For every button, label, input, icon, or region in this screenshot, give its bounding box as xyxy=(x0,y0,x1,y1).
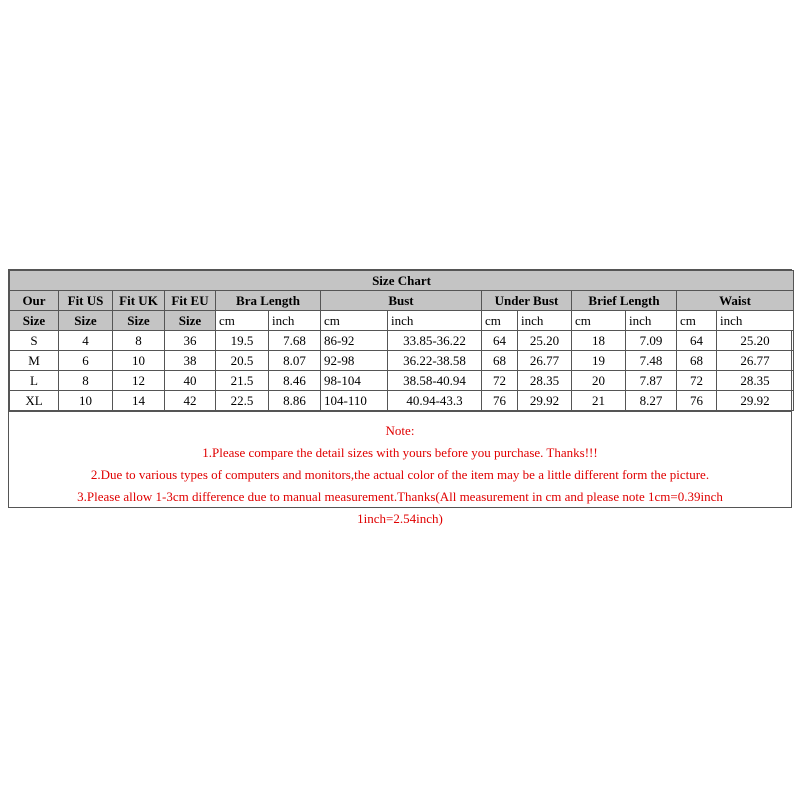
note-line-3: 3.Please allow 1-3cm difference due to manual measurement.Thanks(All measurement in cm and please note 1cm=0.39inch xyxy=(77,489,723,504)
cell-brief-cm: 19 xyxy=(572,351,626,371)
cell-bust-inch: 33.85-36.22 xyxy=(388,331,482,351)
cell-size: L xyxy=(10,371,59,391)
cell-eu: 36 xyxy=(165,331,216,351)
header-brief-length: Brief Length xyxy=(572,291,677,311)
cell-waist-inch: 25.20 xyxy=(717,331,794,351)
cell-bust-inch: 38.58-40.94 xyxy=(388,371,482,391)
note-line-1: 1.Please compare the detail sizes with yours before you purchase. Thanks!!! xyxy=(202,445,598,460)
cell-under-cm: 64 xyxy=(482,331,518,351)
cell-size: S xyxy=(10,331,59,351)
cell-uk: 10 xyxy=(113,351,165,371)
cell-bra-inch: 7.68 xyxy=(269,331,321,351)
cell-bra-inch: 8.86 xyxy=(269,391,321,411)
header-fit-uk-2: Size xyxy=(113,311,165,331)
cell-bra-inch: 8.07 xyxy=(269,351,321,371)
notes-heading: Note: xyxy=(385,423,415,438)
cell-bra-cm: 19.5 xyxy=(216,331,269,351)
cell-under-inch: 25.20 xyxy=(518,331,572,351)
header-bust: Bust xyxy=(321,291,482,311)
unit-brief-cm: cm xyxy=(572,311,626,331)
header-under-bust: Under Bust xyxy=(482,291,572,311)
cell-under-cm: 68 xyxy=(482,351,518,371)
cell-uk: 14 xyxy=(113,391,165,411)
cell-uk: 8 xyxy=(113,331,165,351)
cell-bra-cm: 20.5 xyxy=(216,351,269,371)
cell-brief-inch: 7.87 xyxy=(626,371,677,391)
cell-bra-cm: 21.5 xyxy=(216,371,269,391)
note-line-2: 2.Due to various types of computers and monitors,the actual color of the item may be a little different form the picture. xyxy=(90,467,710,482)
cell-bust-cm: 92-98 xyxy=(321,351,388,371)
cell-waist-inch: 29.92 xyxy=(717,391,794,411)
header-fit-eu: Fit EU xyxy=(165,291,216,311)
cell-under-cm: 72 xyxy=(482,371,518,391)
cell-waist-cm: 68 xyxy=(677,351,717,371)
unit-under-cm: cm xyxy=(482,311,518,331)
unit-under-inch: inch xyxy=(518,311,572,331)
cell-bust-inch: 36.22-38.58 xyxy=(388,351,482,371)
cell-bust-cm: 98-104 xyxy=(321,371,388,391)
header-our-size-2: Size xyxy=(10,311,59,331)
cell-brief-cm: 21 xyxy=(572,391,626,411)
table-row xyxy=(10,371,794,391)
cell-size: M xyxy=(10,351,59,371)
cell-eu: 42 xyxy=(165,391,216,411)
header-bra-length: Bra Length xyxy=(216,291,321,311)
cell-bust-cm: 86-92 xyxy=(321,331,388,351)
cell-brief-cm: 18 xyxy=(572,331,626,351)
cell-us: 8 xyxy=(59,371,113,391)
title-row xyxy=(10,271,794,291)
size-chart xyxy=(8,269,792,526)
table-row xyxy=(10,391,794,411)
cell-brief-inch: 8.27 xyxy=(626,391,677,411)
cell-size: XL xyxy=(10,391,59,411)
note-line-4: 1inch=2.54inch) xyxy=(357,511,443,526)
unit-waist-cm: cm xyxy=(677,311,717,331)
unit-brief-inch: inch xyxy=(626,311,677,331)
header-our-size: Our xyxy=(10,291,59,311)
notes-section xyxy=(9,411,791,526)
header-fit-us: Fit US xyxy=(59,291,113,311)
cell-under-inch: 29.92 xyxy=(518,391,572,411)
header-row-1 xyxy=(10,291,794,311)
header-fit-eu-2: Size xyxy=(165,311,216,331)
cell-bra-cm: 22.5 xyxy=(216,391,269,411)
unit-bust-cm: cm xyxy=(321,311,388,331)
cell-waist-inch: 28.35 xyxy=(717,371,794,391)
header-fit-us-2: Size xyxy=(59,311,113,331)
cell-brief-inch: 7.09 xyxy=(626,331,677,351)
cell-waist-cm: 64 xyxy=(677,331,717,351)
cell-under-inch: 26.77 xyxy=(518,351,572,371)
unit-bust-inch: inch xyxy=(388,311,482,331)
header-fit-uk: Fit UK xyxy=(113,291,165,311)
unit-waist-inch: inch xyxy=(717,311,794,331)
cell-bra-inch: 8.46 xyxy=(269,371,321,391)
table-row xyxy=(10,331,794,351)
unit-bra-cm: cm xyxy=(216,311,269,331)
unit-bra-inch: inch xyxy=(269,311,321,331)
cell-waist-cm: 76 xyxy=(677,391,717,411)
cell-eu: 38 xyxy=(165,351,216,371)
size-table xyxy=(9,270,794,411)
cell-eu: 40 xyxy=(165,371,216,391)
cell-us: 6 xyxy=(59,351,113,371)
table-row xyxy=(10,351,794,371)
cell-under-inch: 28.35 xyxy=(518,371,572,391)
cell-bust-cm: 104-110 xyxy=(321,391,388,411)
cell-under-cm: 76 xyxy=(482,391,518,411)
cell-us: 4 xyxy=(59,331,113,351)
cell-waist-inch: 26.77 xyxy=(717,351,794,371)
header-row-2 xyxy=(10,311,794,331)
header-waist: Waist xyxy=(677,291,794,311)
cell-brief-cm: 20 xyxy=(572,371,626,391)
cell-uk: 12 xyxy=(113,371,165,391)
cell-us: 10 xyxy=(59,391,113,411)
cell-brief-inch: 7.48 xyxy=(626,351,677,371)
chart-title: Size Chart xyxy=(10,271,794,291)
cell-waist-cm: 72 xyxy=(677,371,717,391)
cell-bust-inch: 40.94-43.3 xyxy=(388,391,482,411)
